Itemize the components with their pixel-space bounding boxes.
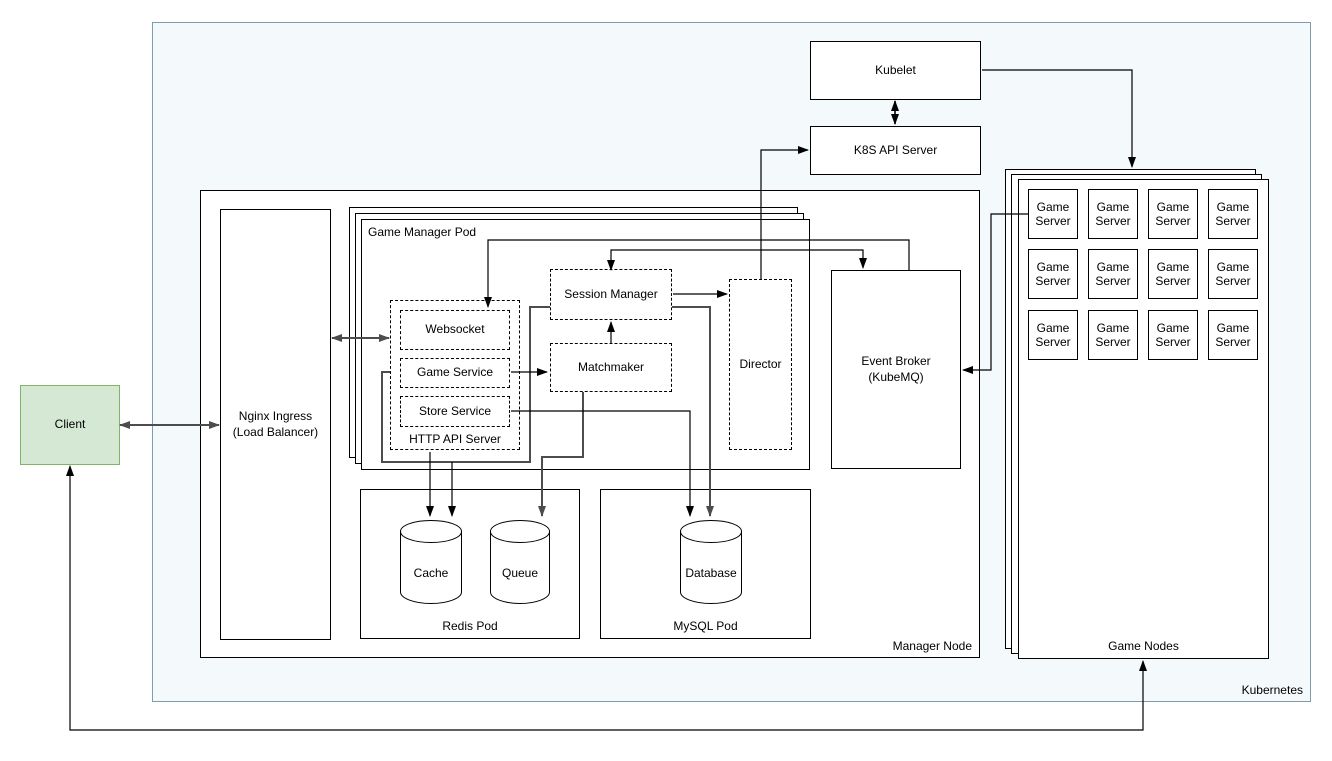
nginx-ingress-label: Nginx Ingress (Load Balancer) <box>232 408 319 439</box>
game-server-box: Game Server <box>1028 189 1078 239</box>
game-manager-pod-label: Game Manager Pod <box>368 225 477 239</box>
database-label: Database <box>685 566 737 580</box>
session-manager-node <box>550 269 672 320</box>
game-server-box: Game Server <box>1088 189 1138 239</box>
queue-cylinder <box>490 520 550 604</box>
mysql-pod-label: MySQL Pod <box>673 619 738 633</box>
http-api-server-label: HTTP API Server <box>409 432 501 446</box>
game-server-box: Game Server <box>1028 310 1078 360</box>
client-node <box>20 385 120 465</box>
event-broker-node <box>831 270 961 469</box>
store-service-node <box>400 396 510 427</box>
session-manager-label: Session Manager <box>564 286 658 301</box>
nginx-ingress-node <box>220 209 331 640</box>
matchmaker-node <box>550 343 672 392</box>
kubernetes-label: Kubernetes <box>1241 683 1303 697</box>
game-server-box: Game Server <box>1088 249 1138 299</box>
database-cylinder-shape <box>680 520 742 604</box>
queue-label: Queue <box>501 566 539 580</box>
kubelet-label: Kubelet <box>875 62 916 77</box>
matchmaker-label: Matchmaker <box>577 359 645 374</box>
store-service-label: Store Service <box>418 403 492 418</box>
game-service-label: Game Service <box>416 365 494 380</box>
game-server-box: Game Server <box>1148 189 1198 239</box>
director-label: Director <box>739 356 782 371</box>
queue-cylinder-shape <box>490 520 550 604</box>
kubelet-node <box>810 41 981 100</box>
director-node <box>729 279 792 450</box>
game-server-box: Game Server <box>1148 249 1198 299</box>
game-server-box: Game Server <box>1148 310 1198 360</box>
manager-node-label: Manager Node <box>892 639 972 653</box>
game-server-box: Game Server <box>1208 189 1258 239</box>
k8s-api-server-node <box>810 126 981 175</box>
database-cylinder <box>680 520 742 604</box>
cache-cylinder <box>400 520 462 604</box>
cache-cylinder-shape <box>400 520 462 604</box>
game-server-box: Game Server <box>1088 310 1138 360</box>
websocket-label: Websocket <box>425 322 485 337</box>
game-server-box: Game Server <box>1208 249 1258 299</box>
game-nodes-label: Game Nodes <box>1108 639 1179 653</box>
game-server-box: Game Server <box>1208 310 1258 360</box>
k8s-api-server-label: K8S API Server <box>853 142 938 157</box>
websocket-node <box>400 310 510 350</box>
event-broker-label: Event Broker (KubeMQ) <box>861 353 931 384</box>
game-service-node <box>400 358 510 388</box>
redis-pod-label: Redis Pod <box>442 619 498 633</box>
client-label: Client <box>54 417 86 432</box>
cache-label: Cache <box>413 566 449 580</box>
game-server-box: Game Server <box>1028 249 1078 299</box>
